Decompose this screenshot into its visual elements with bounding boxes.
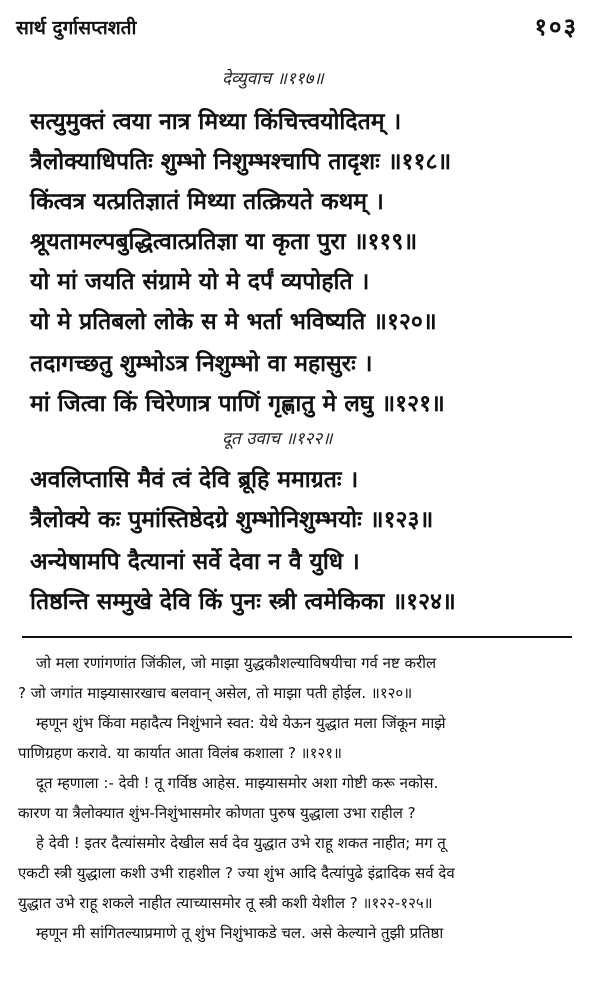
commentary-line: म्हणून मी सांगितल्याप्रमाणे तू शुंभ निशुंभाकडे चल. असे केल्याने तुझी प्रतिष्ठा — [36, 924, 444, 942]
verse-line: तिष्ठन्ति सम्मुखे देवि किं पुनः स्त्री त्वमेकिका ॥१२४॥ — [30, 589, 456, 615]
commentary-line: दूत म्हणाला :- देवी ! तू गर्विष्ठ आहेस. माझ्यासमोर अशा गोष्टी करू नकोस. — [36, 774, 439, 792]
verse-line: त्रैलोक्याधिपतिः शुम्भो निशुम्भश्चापि तादृशः ॥११८॥ — [30, 149, 452, 175]
commentary-line: कारण या त्रैलोक्यात शुंभ-निशुंभासमोर कोणता पुरुष युद्धाला उभा राहील ? — [18, 804, 416, 822]
commentary-line: पाणिग्रहण करावे. या कार्यात आता विलंब कशाला ? ॥१२१॥ — [18, 744, 343, 762]
commentary-line: हे देवी ! इतर दैत्यांसमोर देखील सर्व देव युद्धात उभे राहू शकत नाहीत; मग तू — [36, 834, 446, 852]
speaker-label-devi: देव्युवाच ॥११७॥ — [222, 69, 324, 89]
commentary-line: जो मला रणांगणांत जिंकील, जो माझा युद्धकौशल्याविषयीचा गर्व नष्ट करील — [36, 654, 437, 672]
verse-line: त्रैलोक्ये कः पुमांस्तिष्ठेदग्रे शुम्भोनिशुम्भयोः ॥१२३॥ — [30, 507, 434, 533]
verse-line: श्रूयतामल्पबुद्धित्वात्प्रतिज्ञा या कृता पुरा ॥११९॥ — [30, 229, 418, 255]
section-divider — [22, 636, 572, 638]
book-title: सार्थ दुर्गासप्तशती — [16, 17, 137, 39]
verse-line: सत्युमुक्तं त्वया नात्र मिथ्या किंचित्त्वयोदितम् । — [30, 109, 402, 135]
commentary-line: एकटी स्त्री युद्धाला कशी उभी राहशील ? ज्या शुंभ आदि दैत्यांपुढे इंद्रादिक सर्व देव — [18, 864, 455, 882]
verse-line: किंत्वत्र यत्प्रतिज्ञातं मिथ्या तत्क्रियते कथम् । — [30, 189, 384, 215]
commentary-line: ? जो जगांत माझ्यासारखाच बलवान् असेल, तो माझा पती होईल. ॥१२०॥ — [18, 684, 413, 702]
page-number: १०३ — [534, 13, 578, 41]
speaker-label-doota: दूत उवाच ॥१२२॥ — [222, 429, 333, 449]
running-header — [16, 6, 578, 46]
verse-line: अवलिप्तासि मैवं त्वं देवि ब्रूहि ममाग्रतः । — [30, 467, 359, 493]
verse-line: तदागच्छतु शुम्भोऽत्र निशुम्भो वा महासुरः । — [30, 351, 373, 377]
verse-line: अन्येषामपि दैत्यानां सर्वे देवा न वै युधि । — [30, 549, 360, 575]
verse-line: यो मे प्रतिबलो लोके स मे भर्ता भविष्यति ॥१२०॥ — [30, 309, 437, 335]
verse-line: मां जित्वा किं चिरेणात्र पाणिं गृह्णातु मे लघु ॥१२१॥ — [30, 391, 445, 417]
verse-line: यो मां जयति संग्रामे यो मे दर्पं व्यपोहति । — [30, 269, 370, 295]
commentary-line: युद्धात उभे राहू शकले नाहीत त्याच्यासमोर तू स्त्री कशी येशील ? ॥१२२-१२५॥ — [18, 894, 433, 912]
commentary-line: म्हणून शुंभ किंवा महादैत्य निशुंभाने स्वत: येथे येऊन युद्धात मला जिंकून माझे — [36, 714, 446, 732]
